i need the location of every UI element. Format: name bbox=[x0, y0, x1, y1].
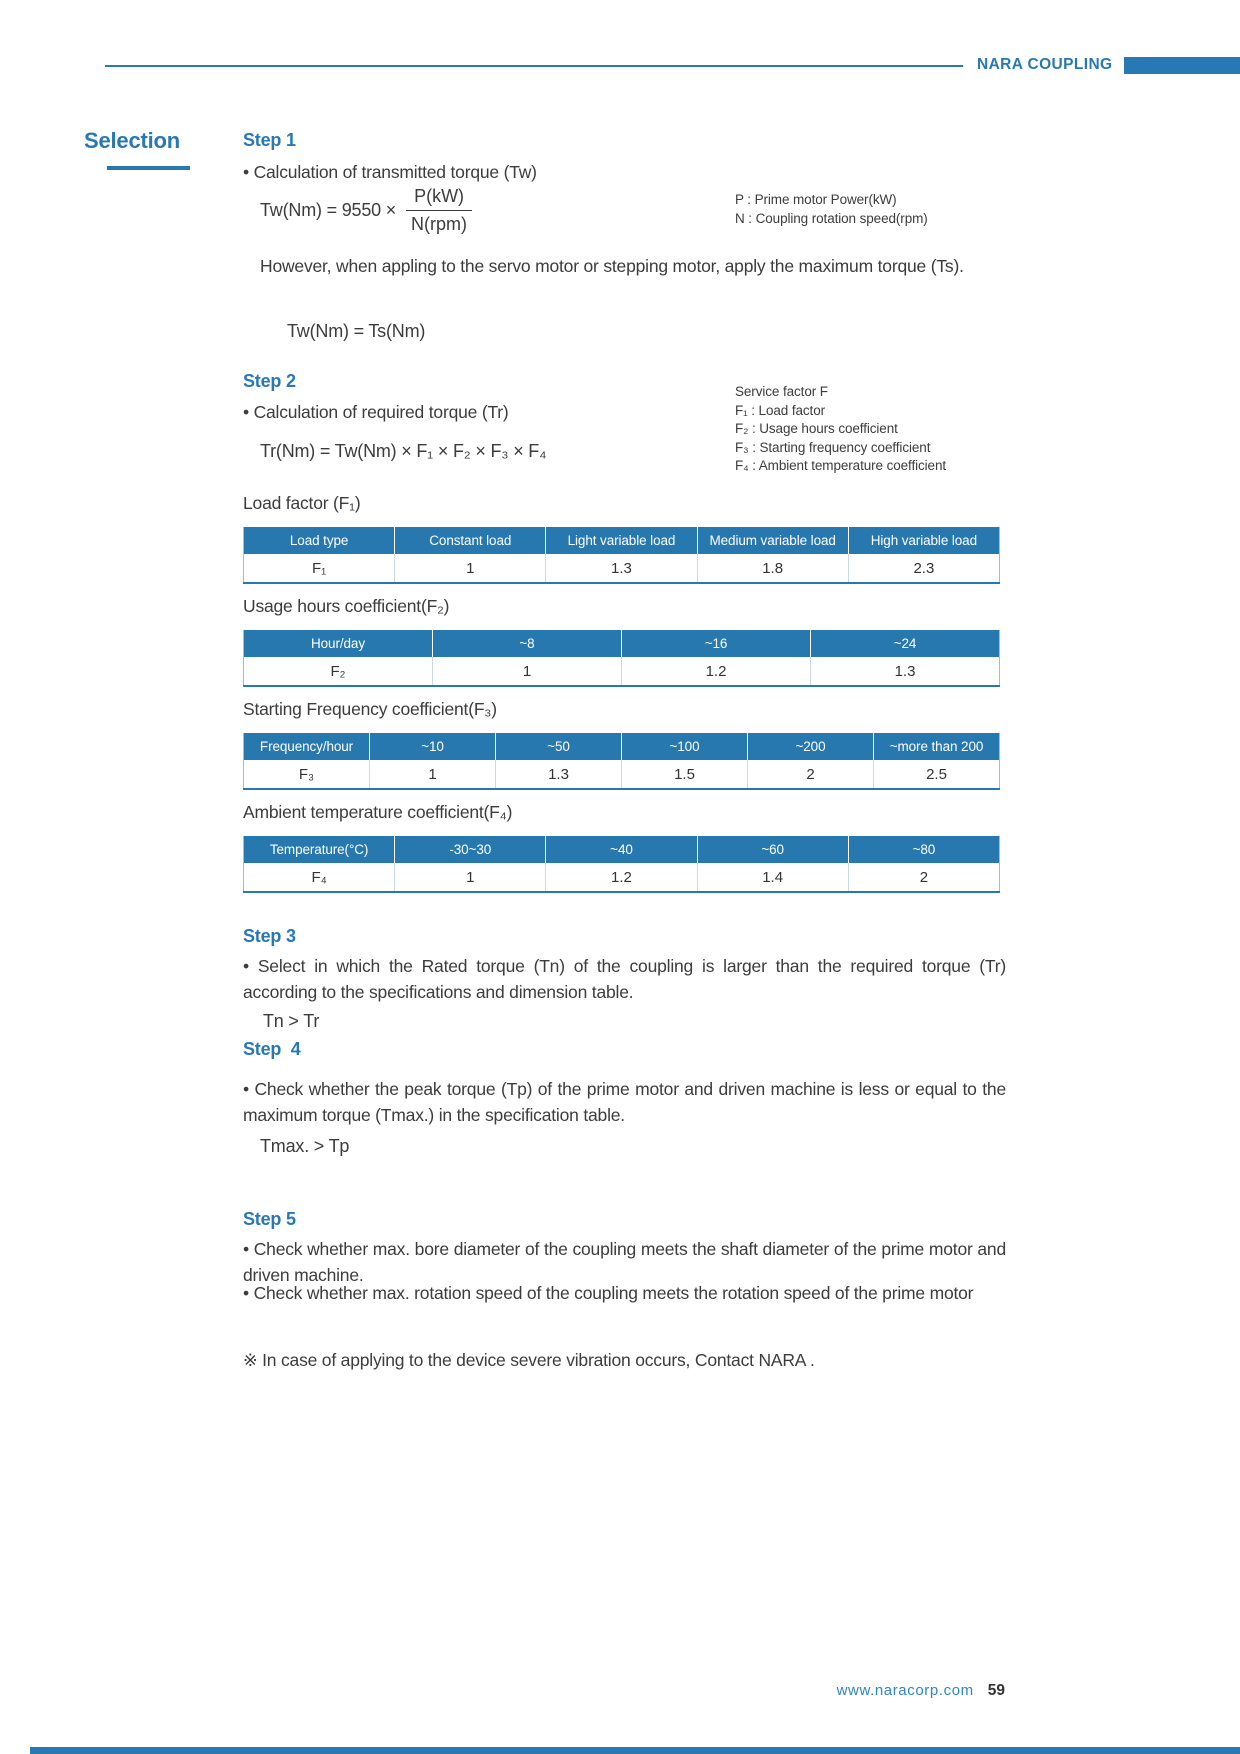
table-cell: 2.5 bbox=[874, 760, 1000, 789]
table-header-cell: ~8 bbox=[433, 630, 622, 657]
table-cell: 1.2 bbox=[622, 657, 811, 686]
table-row bbox=[244, 760, 1000, 789]
table-row bbox=[244, 657, 1000, 686]
table-row bbox=[244, 554, 1000, 583]
usage-hours-table-title: Usage hours coefficient(F₂) bbox=[243, 596, 450, 616]
table-cell: 1.3 bbox=[811, 657, 1000, 686]
fraction-denominator: N(rpm) bbox=[411, 214, 468, 234]
table-header-cell: ~50 bbox=[496, 733, 622, 760]
note-rotation-speed: N : Coupling rotation speed(rpm) bbox=[735, 210, 928, 226]
table-header-cell: ~16 bbox=[622, 630, 811, 657]
table-cell: F₁ bbox=[244, 554, 395, 583]
table-cell: 1 bbox=[370, 760, 496, 789]
table-header-cell: -30~30 bbox=[395, 836, 546, 863]
table-header-cell: ~more than 200 bbox=[874, 733, 1000, 760]
table-cell: F₂ bbox=[244, 657, 433, 686]
load-factor-table bbox=[243, 527, 1000, 584]
step4-title: Step 4 bbox=[243, 1039, 301, 1059]
note-prime-motor: P : Prime motor Power(kW) bbox=[735, 192, 897, 207]
table-cell: 1 bbox=[395, 863, 546, 892]
page-title-underline bbox=[107, 166, 190, 170]
table-cell: 1.4 bbox=[697, 863, 848, 892]
step1-formula-tw bbox=[260, 186, 472, 235]
table-header-row bbox=[244, 836, 1000, 863]
table-cell: 1.3 bbox=[496, 760, 622, 789]
step1-notes bbox=[735, 191, 928, 228]
step1-formula-ts: Tw(Nm) = Ts(Nm) bbox=[287, 321, 426, 341]
table-cell: 1.8 bbox=[697, 554, 848, 583]
table-cell: F₃ bbox=[244, 760, 370, 789]
service-factor-note: Service factor F bbox=[735, 384, 828, 399]
table-header-cell: Temperature(°C) bbox=[244, 836, 395, 863]
ambient-temperature-table-title: Ambient temperature coefficient(F₄) bbox=[243, 802, 513, 822]
table-header-cell: Medium variable load bbox=[697, 527, 848, 554]
page-title: Selection bbox=[84, 128, 181, 153]
table-header-row bbox=[244, 527, 1000, 554]
starting-frequency-table-title: Starting Frequency coefficient(F₃) bbox=[243, 699, 497, 719]
footer-accent-bar bbox=[30, 1747, 1240, 1754]
table-row bbox=[244, 863, 1000, 892]
step4-paragraph: • Check whether the peak torque (Tp) of the prime motor and driven machine is less or equal to the maximum torque (Tmax.) in the specification table. bbox=[243, 1079, 1006, 1125]
website-link[interactable]: www.naracorp.com bbox=[836, 1682, 974, 1699]
table-header-cell: ~200 bbox=[748, 733, 874, 760]
service-factor-note: F₂ : Usage hours coefficient bbox=[735, 421, 898, 436]
step2-bullet: • Calculation of required torque (Tr) bbox=[243, 402, 509, 422]
step3-formula: Tn > Tr bbox=[263, 1011, 320, 1031]
table-header-cell: Constant load bbox=[395, 527, 546, 554]
table-header-cell: Load type bbox=[244, 527, 395, 554]
table-header-cell: ~100 bbox=[622, 733, 748, 760]
ambient-temperature-table bbox=[243, 836, 1000, 893]
service-factor-notes bbox=[735, 383, 946, 476]
step5-bullet-bore: • Check whether max. bore diameter of the coupling meets the shaft diameter of the prime motor and driven machine. bbox=[243, 1239, 1006, 1285]
table-header-cell: ~80 bbox=[848, 836, 999, 863]
table-cell: 1 bbox=[395, 554, 546, 583]
table-cell: 1 bbox=[433, 657, 622, 686]
table-cell: 1.5 bbox=[622, 760, 748, 789]
table-header-cell: High variable load bbox=[848, 527, 999, 554]
load-factor-table-title: Load factor (F₁) bbox=[243, 493, 361, 513]
usage-hours-table bbox=[243, 630, 1000, 687]
service-factor-note: F₁ : Load factor bbox=[735, 402, 825, 418]
table-cell: 1.3 bbox=[546, 554, 697, 583]
page-footer bbox=[837, 1682, 1005, 1700]
header-accent-bar bbox=[1124, 57, 1240, 74]
brand-text: NARA COUPLING bbox=[977, 56, 1113, 73]
step1-bullet: • Calculation of transmitted torque (Tw) bbox=[243, 162, 537, 182]
step5-bullet-rotation: • Check whether max. rotation speed of the coupling meets the rotation speed of the prime motor bbox=[243, 1283, 974, 1303]
table-header-row bbox=[244, 630, 1000, 657]
table-cell: 2 bbox=[748, 760, 874, 789]
step2-formula-tr: Tr(Nm) = Tw(Nm) × F₁ × F₂ × F₃ × F₄ bbox=[260, 441, 547, 461]
fraction-numerator: P(kW) bbox=[406, 186, 472, 211]
step1-title: Step 1 bbox=[243, 130, 296, 150]
formula-lhs: Tw(Nm) = 9550 × bbox=[260, 200, 397, 220]
table-cell: F₄ bbox=[244, 863, 395, 892]
service-factor-note: F₃ : Starting frequency coefficient bbox=[735, 439, 931, 455]
step3-paragraph: • Select in which the Rated torque (Tn) of the coupling is larger than the required torque (Tr) according to the specifications and dimension table. bbox=[243, 956, 1006, 1002]
step4-formula: Tmax. > Tp bbox=[260, 1136, 350, 1156]
table-header-cell: ~40 bbox=[546, 836, 697, 863]
vibration-note: ※ In case of applying to the device severe vibration occurs, Contact NARA . bbox=[243, 1350, 815, 1370]
step2-title: Step 2 bbox=[243, 371, 296, 391]
step5-title: Step 5 bbox=[243, 1209, 296, 1229]
table-header-cell: Hour/day bbox=[244, 630, 433, 657]
step3-title: Step 3 bbox=[243, 926, 296, 946]
table-header-cell: Light variable load bbox=[546, 527, 697, 554]
table-header-cell: Frequency/hour bbox=[244, 733, 370, 760]
starting-frequency-table bbox=[243, 733, 1000, 790]
table-header-cell: ~24 bbox=[811, 630, 1000, 657]
formula-fraction bbox=[406, 186, 472, 235]
table-cell: 2.3 bbox=[848, 554, 999, 583]
table-header-cell: ~10 bbox=[370, 733, 496, 760]
table-cell: 1.2 bbox=[546, 863, 697, 892]
header-rule bbox=[105, 65, 963, 67]
table-header-row bbox=[244, 733, 1000, 760]
step1-paragraph: However, when appling to the servo motor or stepping motor, apply the maximum torque (Ts). bbox=[260, 256, 964, 276]
table-header-cell: ~60 bbox=[697, 836, 848, 863]
page-number: 59 bbox=[987, 1682, 1005, 1699]
table-cell: 2 bbox=[848, 863, 999, 892]
service-factor-note: F₄ : Ambient temperature coefficient bbox=[735, 458, 947, 473]
